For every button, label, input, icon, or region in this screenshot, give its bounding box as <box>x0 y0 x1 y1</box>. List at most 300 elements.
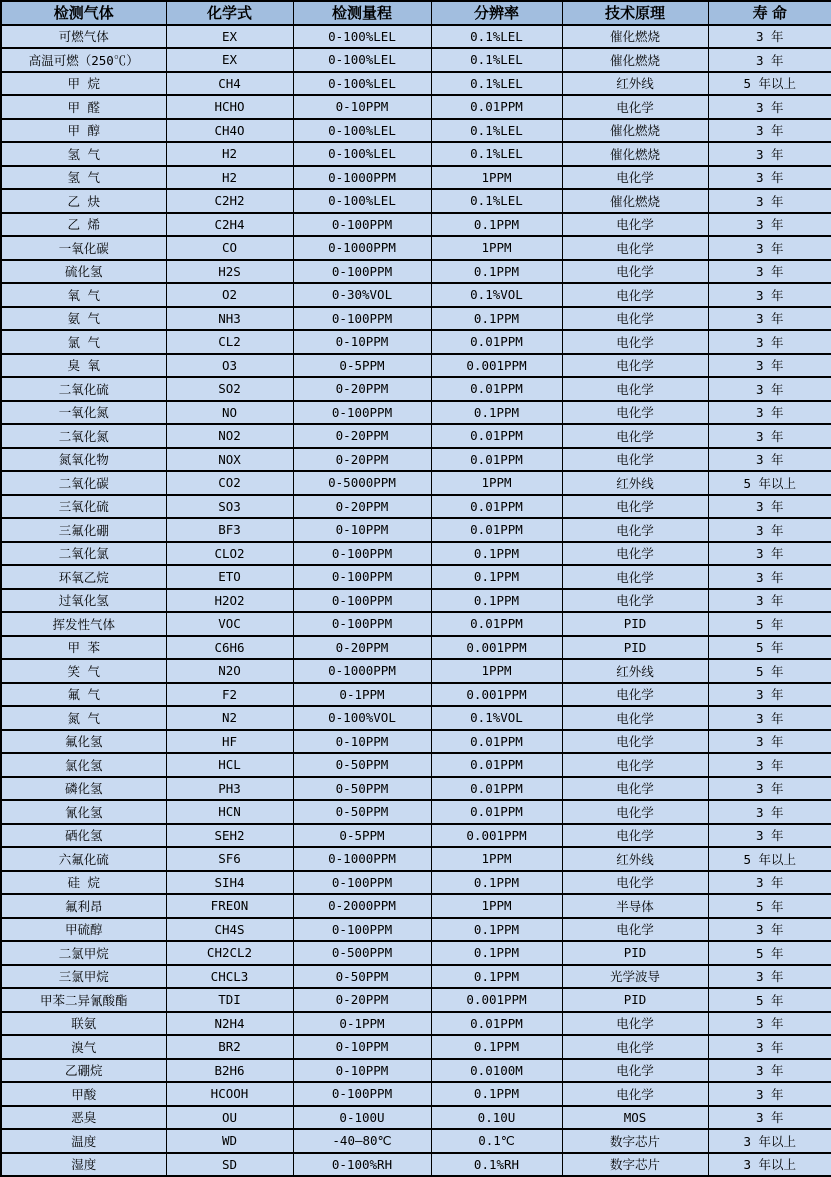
cell-principle: 电化学 <box>562 800 708 824</box>
cell-lifespan: 3 年 <box>708 918 831 942</box>
cell-resolution: 0.1%LEL <box>431 142 562 166</box>
cell-lifespan: 3 年 <box>708 871 831 895</box>
table-row <box>1 1129 831 1153</box>
cell-principle: 电化学 <box>562 1035 708 1059</box>
cell-resolution: 0.01PPM <box>431 518 562 542</box>
cell-range: 0-100PPM <box>293 918 431 942</box>
cell-principle: MOS <box>562 1106 708 1130</box>
cell-lifespan: 5 年以上 <box>708 72 831 96</box>
table-row <box>1 72 831 96</box>
cell-gas: 联氨 <box>1 1012 166 1036</box>
cell-principle: 数字芯片 <box>562 1153 708 1177</box>
cell-gas: 二氧化氮 <box>1 424 166 448</box>
cell-resolution: 0.1℃ <box>431 1129 562 1153</box>
cell-gas: 湿度 <box>1 1153 166 1177</box>
header-formula: 化学式 <box>166 1 293 25</box>
cell-principle: 光学波导 <box>562 965 708 989</box>
cell-resolution: 0.01PPM <box>431 495 562 519</box>
cell-resolution: 0.1PPM <box>431 589 562 613</box>
cell-lifespan: 3 年 <box>708 1106 831 1130</box>
cell-lifespan: 3 年 <box>708 1012 831 1036</box>
cell-range: 0-20PPM <box>293 636 431 660</box>
cell-range: 0-100%LEL <box>293 48 431 72</box>
table-row <box>1 589 831 613</box>
cell-resolution: 0.1PPM <box>431 260 562 284</box>
cell-formula: BF3 <box>166 518 293 542</box>
cell-resolution: 0.1PPM <box>431 918 562 942</box>
cell-resolution: 0.001PPM <box>431 988 562 1012</box>
cell-resolution: 0.01PPM <box>431 330 562 354</box>
table-row <box>1 847 831 871</box>
cell-lifespan: 5 年 <box>708 659 831 683</box>
cell-principle: 电化学 <box>562 589 708 613</box>
cell-principle: 红外线 <box>562 72 708 96</box>
cell-range: 0-100%RH <box>293 1153 431 1177</box>
cell-formula: EX <box>166 48 293 72</box>
table-row <box>1 988 831 1012</box>
table-row <box>1 683 831 707</box>
cell-principle: 电化学 <box>562 753 708 777</box>
cell-resolution: 0.01PPM <box>431 377 562 401</box>
cell-lifespan: 3 年 <box>708 589 831 613</box>
cell-resolution: 0.01PPM <box>431 448 562 472</box>
cell-formula: VOC <box>166 612 293 636</box>
cell-range: 0-50PPM <box>293 777 431 801</box>
cell-formula: NO <box>166 401 293 425</box>
cell-range: 0-10PPM <box>293 518 431 542</box>
cell-range: 0-20PPM <box>293 377 431 401</box>
cell-gas: 氯化氢 <box>1 753 166 777</box>
cell-lifespan: 3 年 <box>708 142 831 166</box>
cell-range: 0-10PPM <box>293 730 431 754</box>
cell-formula: SIH4 <box>166 871 293 895</box>
cell-gas: 二氧化氯 <box>1 542 166 566</box>
cell-formula: CL2 <box>166 330 293 354</box>
cell-range: 0-10PPM <box>293 1059 431 1083</box>
cell-formula: SEH2 <box>166 824 293 848</box>
cell-lifespan: 3 年 <box>708 542 831 566</box>
cell-range: 0-1000PPM <box>293 166 431 190</box>
cell-formula: CH4 <box>166 72 293 96</box>
table-row <box>1 95 831 119</box>
cell-gas: 二氯甲烷 <box>1 941 166 965</box>
table-row <box>1 236 831 260</box>
cell-formula: O2 <box>166 283 293 307</box>
table-row <box>1 354 831 378</box>
cell-gas: 二氧化碳 <box>1 471 166 495</box>
cell-lifespan: 3 年 <box>708 448 831 472</box>
cell-range: 0-10PPM <box>293 330 431 354</box>
cell-formula: CO <box>166 236 293 260</box>
table-row <box>1 706 831 730</box>
cell-lifespan: 3 年 <box>708 518 831 542</box>
table-row <box>1 25 831 49</box>
cell-gas: 氢 气 <box>1 142 166 166</box>
cell-range: 0-50PPM <box>293 753 431 777</box>
cell-formula: HCHO <box>166 95 293 119</box>
cell-lifespan: 3 年 <box>708 95 831 119</box>
table-row <box>1 1153 831 1177</box>
table-row <box>1 189 831 213</box>
cell-range: 0-1000PPM <box>293 236 431 260</box>
cell-principle: 电化学 <box>562 377 708 401</box>
cell-gas: 硫化氢 <box>1 260 166 284</box>
table-row <box>1 213 831 237</box>
cell-range: 0-100PPM <box>293 401 431 425</box>
header-row <box>1 1 831 25</box>
table-row <box>1 659 831 683</box>
table-row <box>1 636 831 660</box>
cell-range: 0-100PPM <box>293 213 431 237</box>
cell-principle: 电化学 <box>562 424 708 448</box>
cell-range: 0-100PPM <box>293 1082 431 1106</box>
cell-resolution: 0.001PPM <box>431 636 562 660</box>
cell-gas: 乙 烯 <box>1 213 166 237</box>
cell-principle: 电化学 <box>562 166 708 190</box>
cell-resolution: 0.01PPM <box>431 612 562 636</box>
cell-resolution: 1PPM <box>431 236 562 260</box>
cell-resolution: 0.1%LEL <box>431 119 562 143</box>
cell-principle: 电化学 <box>562 283 708 307</box>
cell-resolution: 1PPM <box>431 166 562 190</box>
table-row <box>1 871 831 895</box>
cell-principle: 电化学 <box>562 260 708 284</box>
cell-formula: HCN <box>166 800 293 824</box>
cell-gas: 二氧化硫 <box>1 377 166 401</box>
cell-formula: N2O <box>166 659 293 683</box>
cell-gas: 挥发性气体 <box>1 612 166 636</box>
cell-gas: 三氯甲烷 <box>1 965 166 989</box>
cell-principle: 数字芯片 <box>562 1129 708 1153</box>
cell-gas: 甲硫醇 <box>1 918 166 942</box>
table-row <box>1 330 831 354</box>
cell-gas: 氢 气 <box>1 166 166 190</box>
cell-principle: 电化学 <box>562 1082 708 1106</box>
table-row <box>1 119 831 143</box>
table-row <box>1 495 831 519</box>
table-row <box>1 565 831 589</box>
cell-formula: H2S <box>166 260 293 284</box>
cell-formula: SO2 <box>166 377 293 401</box>
header-principle: 技术原理 <box>562 1 708 25</box>
table-row <box>1 48 831 72</box>
cell-formula: BR2 <box>166 1035 293 1059</box>
cell-range: 0-1000PPM <box>293 659 431 683</box>
cell-principle: PID <box>562 612 708 636</box>
cell-lifespan: 3 年 <box>708 1082 831 1106</box>
header-lifespan: 寿 命 <box>708 1 831 25</box>
cell-formula: CHCL3 <box>166 965 293 989</box>
cell-resolution: 0.01PPM <box>431 95 562 119</box>
cell-range: 0-5PPM <box>293 354 431 378</box>
table-row <box>1 1082 831 1106</box>
cell-lifespan: 3 年 <box>708 213 831 237</box>
cell-resolution: 0.1%LEL <box>431 72 562 96</box>
table-row <box>1 1035 831 1059</box>
cell-gas: 三氟化硼 <box>1 518 166 542</box>
header-range: 检测量程 <box>293 1 431 25</box>
cell-principle: 催化燃烧 <box>562 142 708 166</box>
cell-principle: 催化燃烧 <box>562 48 708 72</box>
cell-principle: 电化学 <box>562 448 708 472</box>
cell-resolution: 0.1PPM <box>431 941 562 965</box>
cell-lifespan: 3 年 <box>708 800 831 824</box>
cell-lifespan: 3 年 <box>708 683 831 707</box>
cell-range: 0-100%LEL <box>293 142 431 166</box>
cell-gas: 氯 气 <box>1 330 166 354</box>
cell-range: 0-100U <box>293 1106 431 1130</box>
cell-principle: 电化学 <box>562 236 708 260</box>
cell-lifespan: 3 年 <box>708 354 831 378</box>
cell-range: 0-20PPM <box>293 495 431 519</box>
cell-formula: C6H6 <box>166 636 293 660</box>
cell-lifespan: 3 年 <box>708 189 831 213</box>
cell-lifespan: 3 年 <box>708 260 831 284</box>
cell-gas: 可燃气体 <box>1 25 166 49</box>
cell-lifespan: 5 年 <box>708 941 831 965</box>
cell-resolution: 0.0100M <box>431 1059 562 1083</box>
cell-gas: 臭 氧 <box>1 354 166 378</box>
cell-range: 0-100PPM <box>293 871 431 895</box>
cell-range: 0-100PPM <box>293 612 431 636</box>
cell-resolution: 0.001PPM <box>431 354 562 378</box>
cell-range: 0-100%LEL <box>293 119 431 143</box>
cell-lifespan: 3 年以上 <box>708 1129 831 1153</box>
cell-principle: 红外线 <box>562 659 708 683</box>
cell-resolution: 0.1PPM <box>431 565 562 589</box>
cell-range: 0-1000PPM <box>293 847 431 871</box>
cell-resolution: 0.1%VOL <box>431 283 562 307</box>
cell-range: 0-20PPM <box>293 424 431 448</box>
cell-lifespan: 3 年 <box>708 753 831 777</box>
table-body <box>1 25 831 1177</box>
cell-principle: 电化学 <box>562 565 708 589</box>
cell-formula: CLO2 <box>166 542 293 566</box>
cell-gas: 甲 烷 <box>1 72 166 96</box>
cell-principle: 电化学 <box>562 330 708 354</box>
table-row <box>1 1106 831 1130</box>
cell-range: 0-50PPM <box>293 800 431 824</box>
cell-principle: 电化学 <box>562 307 708 331</box>
cell-principle: 催化燃烧 <box>562 189 708 213</box>
cell-formula: SO3 <box>166 495 293 519</box>
cell-gas: 氟利昂 <box>1 894 166 918</box>
cell-resolution: 0.1PPM <box>431 1082 562 1106</box>
cell-resolution: 0.01PPM <box>431 424 562 448</box>
cell-formula: NOX <box>166 448 293 472</box>
cell-principle: 电化学 <box>562 95 708 119</box>
cell-lifespan: 3 年以上 <box>708 1153 831 1177</box>
cell-lifespan: 3 年 <box>708 25 831 49</box>
cell-principle: 电化学 <box>562 730 708 754</box>
cell-range: 0-5000PPM <box>293 471 431 495</box>
cell-gas: 六氟化硫 <box>1 847 166 871</box>
cell-resolution: 1PPM <box>431 894 562 918</box>
cell-lifespan: 5 年 <box>708 612 831 636</box>
table-row <box>1 448 831 472</box>
table-row <box>1 1012 831 1036</box>
cell-gas: 三氧化硫 <box>1 495 166 519</box>
cell-resolution: 0.1%RH <box>431 1153 562 1177</box>
cell-gas: 过氧化氢 <box>1 589 166 613</box>
cell-range: 0-10PPM <box>293 1035 431 1059</box>
cell-principle: 半导体 <box>562 894 708 918</box>
cell-lifespan: 3 年 <box>708 1059 831 1083</box>
cell-formula: C2H2 <box>166 189 293 213</box>
cell-gas: 恶臭 <box>1 1106 166 1130</box>
cell-range: 0-100PPM <box>293 565 431 589</box>
cell-lifespan: 3 年 <box>708 119 831 143</box>
cell-gas: 氟 气 <box>1 683 166 707</box>
cell-range: 0-100PPM <box>293 307 431 331</box>
cell-resolution: 0.01PPM <box>431 800 562 824</box>
table-row <box>1 424 831 448</box>
cell-gas: 一氧化碳 <box>1 236 166 260</box>
table-row <box>1 824 831 848</box>
cell-range: 0-100%VOL <box>293 706 431 730</box>
cell-lifespan: 3 年 <box>708 166 831 190</box>
cell-resolution: 0.1PPM <box>431 401 562 425</box>
table-row <box>1 730 831 754</box>
cell-resolution: 0.1PPM <box>431 1035 562 1059</box>
cell-gas: 氧 气 <box>1 283 166 307</box>
cell-principle: 电化学 <box>562 683 708 707</box>
cell-gas: 甲 醛 <box>1 95 166 119</box>
table-row <box>1 894 831 918</box>
cell-formula: PH3 <box>166 777 293 801</box>
cell-resolution: 0.01PPM <box>431 753 562 777</box>
table-row <box>1 518 831 542</box>
table-row <box>1 941 831 965</box>
cell-formula: WD <box>166 1129 293 1153</box>
cell-lifespan: 3 年 <box>708 706 831 730</box>
cell-gas: 一氧化氮 <box>1 401 166 425</box>
cell-resolution: 1PPM <box>431 471 562 495</box>
table-row <box>1 918 831 942</box>
cell-gas: 氨 气 <box>1 307 166 331</box>
cell-range: 0-1PPM <box>293 1012 431 1036</box>
cell-resolution: 1PPM <box>431 847 562 871</box>
table-row <box>1 471 831 495</box>
cell-principle: PID <box>562 988 708 1012</box>
cell-resolution: 0.1%LEL <box>431 25 562 49</box>
cell-resolution: 1PPM <box>431 659 562 683</box>
cell-formula: N2 <box>166 706 293 730</box>
cell-gas: 甲酸 <box>1 1082 166 1106</box>
cell-formula: ETO <box>166 565 293 589</box>
cell-range: 0-100%LEL <box>293 25 431 49</box>
table-header <box>1 1 831 25</box>
cell-formula: B2H6 <box>166 1059 293 1083</box>
cell-formula: TDI <box>166 988 293 1012</box>
cell-range: 0-30%VOL <box>293 283 431 307</box>
cell-principle: 电化学 <box>562 542 708 566</box>
cell-range: -40—80℃ <box>293 1129 431 1153</box>
cell-formula: NH3 <box>166 307 293 331</box>
cell-resolution: 0.1PPM <box>431 965 562 989</box>
cell-range: 0-20PPM <box>293 988 431 1012</box>
cell-lifespan: 5 年 <box>708 894 831 918</box>
cell-formula: FREON <box>166 894 293 918</box>
cell-gas: 甲 苯 <box>1 636 166 660</box>
cell-resolution: 0.01PPM <box>431 1012 562 1036</box>
cell-lifespan: 3 年 <box>708 401 831 425</box>
cell-formula: F2 <box>166 683 293 707</box>
cell-lifespan: 3 年 <box>708 236 831 260</box>
cell-formula: SD <box>166 1153 293 1177</box>
cell-principle: 电化学 <box>562 401 708 425</box>
table-row <box>1 142 831 166</box>
header-resolution: 分辨率 <box>431 1 562 25</box>
cell-resolution: 0.01PPM <box>431 730 562 754</box>
cell-formula: H2 <box>166 142 293 166</box>
table-row <box>1 401 831 425</box>
table-row <box>1 753 831 777</box>
cell-range: 0-100PPM <box>293 589 431 613</box>
cell-formula: N2H4 <box>166 1012 293 1036</box>
table-row <box>1 800 831 824</box>
cell-gas: 笑 气 <box>1 659 166 683</box>
table-row <box>1 542 831 566</box>
cell-principle: PID <box>562 941 708 965</box>
cell-resolution: 0.1%LEL <box>431 189 562 213</box>
cell-gas: 乙硼烷 <box>1 1059 166 1083</box>
cell-principle: 电化学 <box>562 706 708 730</box>
cell-gas: 甲苯二异氰酸酯 <box>1 988 166 1012</box>
cell-formula: NO2 <box>166 424 293 448</box>
cell-lifespan: 3 年 <box>708 777 831 801</box>
cell-resolution: 0.1PPM <box>431 213 562 237</box>
cell-principle: 电化学 <box>562 777 708 801</box>
cell-formula: CH4O <box>166 119 293 143</box>
cell-gas: 乙 炔 <box>1 189 166 213</box>
cell-principle: 催化燃烧 <box>562 119 708 143</box>
cell-lifespan: 3 年 <box>708 565 831 589</box>
table-row <box>1 166 831 190</box>
cell-gas: 磷化氢 <box>1 777 166 801</box>
cell-range: 0-100%LEL <box>293 72 431 96</box>
cell-lifespan: 3 年 <box>708 1035 831 1059</box>
table-row <box>1 612 831 636</box>
cell-resolution: 0.10U <box>431 1106 562 1130</box>
cell-resolution: 0.1PPM <box>431 871 562 895</box>
table-row <box>1 283 831 307</box>
cell-principle: PID <box>562 636 708 660</box>
cell-lifespan: 3 年 <box>708 48 831 72</box>
header-gas: 检测气体 <box>1 1 166 25</box>
cell-gas: 硅 烷 <box>1 871 166 895</box>
cell-gas: 高温可燃（250℃） <box>1 48 166 72</box>
cell-principle: 催化燃烧 <box>562 25 708 49</box>
table-row <box>1 777 831 801</box>
cell-lifespan: 3 年 <box>708 965 831 989</box>
cell-gas: 氟化氢 <box>1 730 166 754</box>
cell-resolution: 0.1%LEL <box>431 48 562 72</box>
cell-principle: 电化学 <box>562 918 708 942</box>
cell-range: 0-100PPM <box>293 260 431 284</box>
cell-range: 0-10PPM <box>293 95 431 119</box>
cell-lifespan: 5 年 <box>708 636 831 660</box>
cell-gas: 溴气 <box>1 1035 166 1059</box>
table-row <box>1 377 831 401</box>
cell-principle: 电化学 <box>562 495 708 519</box>
cell-lifespan: 3 年 <box>708 330 831 354</box>
cell-formula: CH4S <box>166 918 293 942</box>
cell-range: 0-100%LEL <box>293 189 431 213</box>
table-row <box>1 307 831 331</box>
table-row <box>1 260 831 284</box>
cell-lifespan: 5 年以上 <box>708 471 831 495</box>
